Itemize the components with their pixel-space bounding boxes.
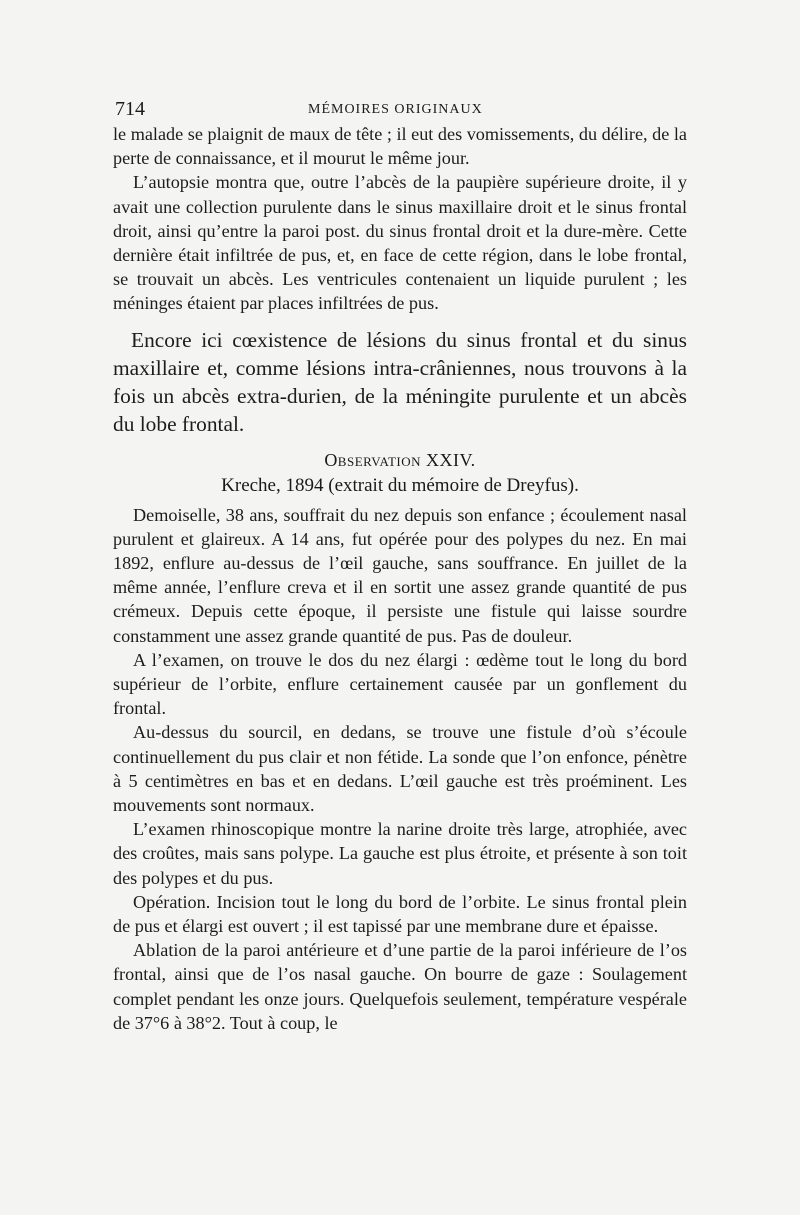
paragraph-2: L’autopsie montra que, outre l’abcès de la paupière supérieure droite, il y avait une collection purulente dans le sinus maxillaire droit et le sinus frontal droit, ainsi qu’entre la paroi post. du sinus frontal droit et la dure-mère. Cette dernière était infiltrée de pus, et, en face de cette région, dans le lobe frontal, se trouvait un abcès. Les ventricules contenaient un liquide purulent ; les méninges étaient par places infiltrées de pus.: [113, 172, 687, 314]
paragraph-6: Au-dessus du sourcil, en dedans, se trouve une fistule d’où s’écoule continuellement du pus clair et non fétide. La sonde que l’on enfonce, pénètre à 5 centimètres en bas et en dedans. L’œil gauche est très proéminent. Les mouvements sont normaux.: [113, 722, 687, 816]
paragraph-7: L’examen rhinoscopique montre la narine droite très large, atrophiée, avec des croûtes, mais sans polype. La gauche est plus étroite, et présente à son toit des polypes et du pus.: [113, 819, 687, 888]
running-title: MÉMOIRES ORIGINAUX: [308, 102, 483, 117]
paragraph-5: A l’examen, on trouve le dos du nez élargi : œdème tout le long du bord supérieur de l’orbite, enflure certainement causée par un gonflement du frontal.: [113, 649, 687, 719]
observation-number: XXIV.: [426, 449, 476, 470]
paragraph-8: Opération. Incision tout le long du bord de l’orbite. Le sinus frontal plein de pus et élargi est ouvert ; il est tapissé par une membrane dure et épaisse.: [113, 891, 687, 937]
paragraph-4: Demoiselle, 38 ans, souffrait du nez depuis son enfance ; écoulement nasal purulent et glaireux. A 14 ans, fut opérée pour des polypes du nez. En mai 1892, enflure au-dessus de l’œil gauche, sans souffrance. En juillet de la même année, l’enflure creva et il en sortit une assez grande quantité de pus crémeux. Depuis cette époque, il persiste une fistule qui laisse sourdre constamment une assez grande quantité de pus. Pas de douleur.: [113, 504, 687, 646]
paragraph-1: le malade se plaignit de maux de tête ; il eut des vomissements, du délire, de la perte de connaissance, et il mourut le même jour.: [113, 124, 687, 169]
observation-label: Observation: [324, 449, 421, 470]
paragraph-3: Encore ici cœxistence de lésions du sinus frontal et du sinus maxillaire et, comme lésions intra-crâniennes, nous trouvons à la fois un abcès extra-durien, de la méningite purulente et un abcès du lobe frontal.: [113, 327, 687, 436]
observation-title: [113, 450, 687, 471]
page-header: [113, 96, 687, 122]
paragraph-9: Ablation de la paroi antérieure et d’une partie de la paroi inférieure de l’os frontal, ainsi que de l’os nasal gauche. On bourre de gaze : Soulagement complet pendant les onze jours. Quelquefois seulement, température vespérale de 37°6 à 38°2. Tout à coup, le: [113, 940, 687, 1033]
page-number: 714: [115, 98, 145, 120]
observation-source: Kreche, 1894 (extrait du mémoire de Dreyfus).: [221, 474, 579, 496]
document-page: [113, 96, 687, 1035]
